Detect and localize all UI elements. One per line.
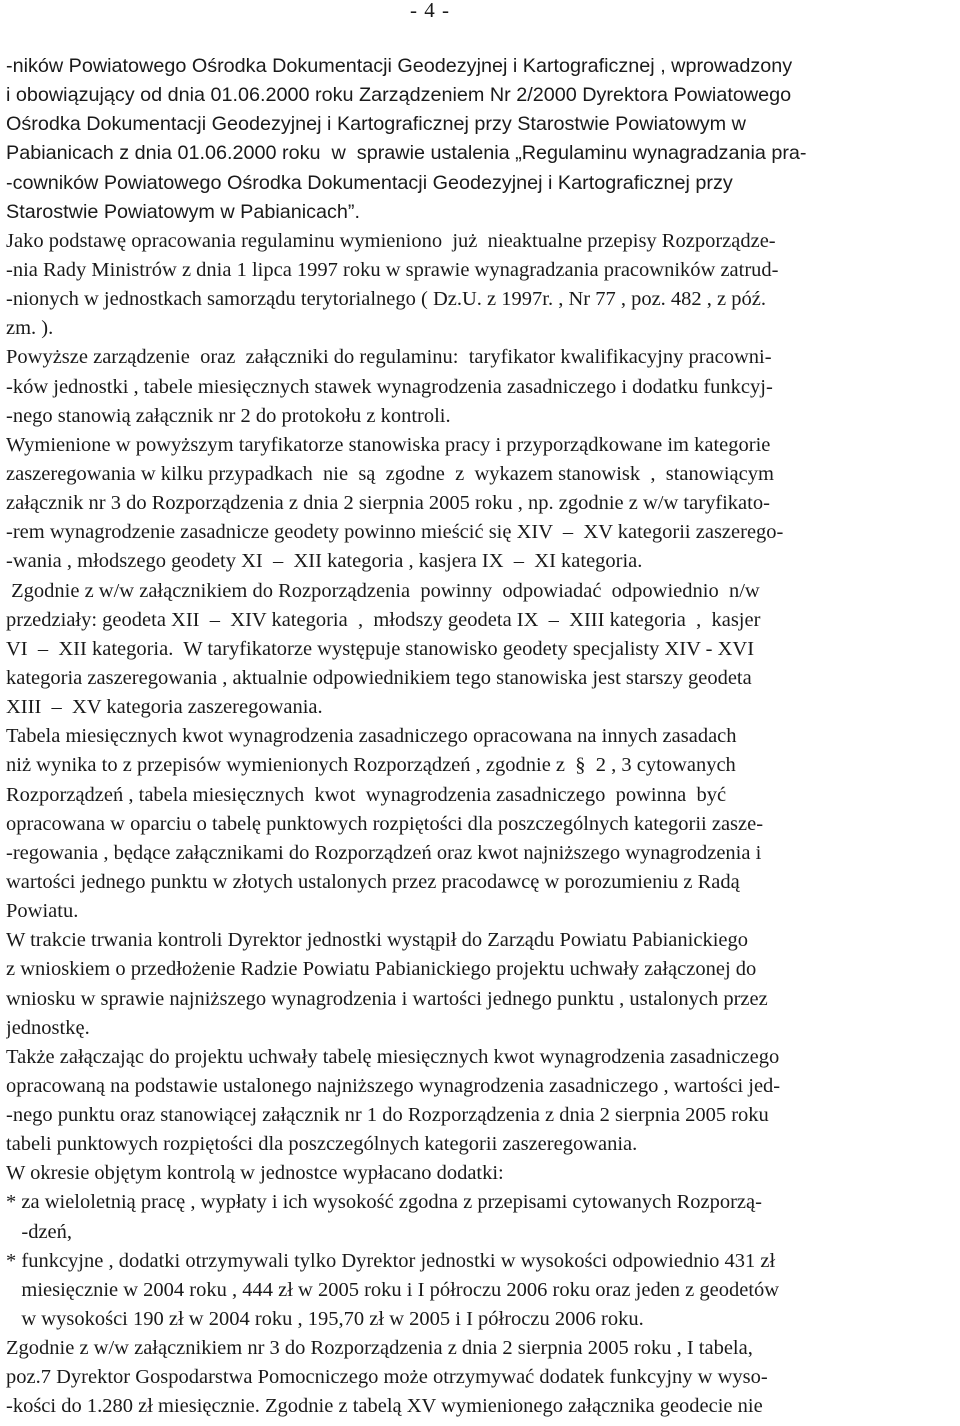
text-line: Rozporządzeń , tabela miesięcznych kwot wynagrodzenia zasadniczego powinna być — [6, 783, 727, 806]
text-line: w wysokości 190 zł w 2004 roku , 195,70 zł w 2005 i I półroczu 2006 roku. — [6, 1308, 644, 1331]
text-line: VI – XII kategoria. W taryfikatorze występuje stanowisko geodety specjalisty XIV - XVI — [6, 637, 755, 660]
text-line: Powyższe zarządzenie oraz załączniki do regulaminu: taryfikator kwalifikacyjny pracowni- — [6, 346, 772, 369]
text-line: Powiatu. — [6, 900, 79, 923]
text-line: -cowników Powiatowego Ośrodka Dokumentacji Geodezyjnej i Kartograficznej przy — [6, 171, 733, 194]
text-line: opracowana w oparciu o tabelę punktowych rozpiętości dla poszczególnych kategorii zasze- — [6, 812, 764, 835]
text-line: -nego punktu oraz stanowiącej załącznik nr 1 do Rozporządzenia z dnia 2 sierpnia 2005 roku — [6, 1104, 769, 1127]
text-line: W okresie objętym kontrolą w jednostce wypłacano dodatki: — [6, 1162, 504, 1185]
text-line: Zgodnie z w/w załącznikiem do Rozporządzenia powinny odpowiadać odpowiednio n/w — [6, 579, 760, 602]
text-line: -ników Powiatowego Ośrodka Dokumentacji Geodezyjnej i Kartograficznej , wprowadzony — [6, 55, 793, 77]
text-line: Tabela miesięcznych kwot wynagrodzenia zasadniczego opracowana na innych zasadach — [6, 725, 737, 748]
text-line: Wymienione w powyższym taryfikatorze stanowiska pracy i przyporządkowane im kategorie — [6, 433, 771, 456]
text-line: opracowaną na podstawie ustalonego najniższego wynagrodzenia zasadniczego , wartości jed- — [6, 1074, 781, 1097]
text-line: -regowania , będące załącznikami do Rozporządzeń oraz kwot najniższego wynagrodzenia i — [6, 841, 762, 864]
text-line: niż wynika to z przepisów wymienionych Rozporządzeń , zgodnie z § 2 , 3 cytowanych — [6, 754, 736, 777]
text-line: poz.7 Dyrektor Gospodarstwa Pomocniczego może otrzymywać dodatek funkcyjny w wyso- — [6, 1366, 768, 1389]
text-line: kategoria zaszeregowania , aktualnie odpowiednikiem tego stanowiska jest starszy geodeta — [6, 666, 752, 689]
text-line: Ośrodka Dokumentacji Geodezyjnej i Kartograficznej przy Starostwie Powiatowym w — [6, 113, 746, 136]
text-line: Pabianicach z dnia 01.06.2000 roku w sprawie ustalenia „Regulaminu wynagradzania pra- — [6, 142, 807, 165]
text-line: Jako podstawę opracowania regulaminu wymieniono już nieaktualne przepisy Rozporządze- — [6, 229, 776, 252]
text-line: -nia Rady Ministrów z dnia 1 lipca 1997 roku w sprawie wynagradzania pracowników zatrud- — [6, 258, 779, 281]
text-line: miesięcznie w 2004 roku , 444 zł w 2005 roku i I półroczu 2006 roku oraz jeden z geodetów — [6, 1278, 780, 1301]
text-line: -ków jednostki , tabele miesięcznych stawek wynagrodzenia zasadniczego i dodatku funkcyj- — [6, 375, 773, 398]
text-line: załącznik nr 3 do Rozporządzenia z dnia 2 sierpnia 2005 roku , np. zgodnie z w/w taryfikato- — [6, 492, 770, 515]
text-line: Zgodnie z w/w załącznikiem nr 3 do Rozporządzenia z dnia 2 sierpnia 2005 roku , I tabela, — [6, 1337, 753, 1360]
text-line: i obowiązujący od dnia 01.06.2000 roku Zarządzeniem Nr 2/2000 Dyrektora Powiatowego — [6, 84, 792, 107]
text-line: zm. ). — [6, 317, 54, 340]
text-line: tabeli punktowych rozpiętości dla poszczególnych kategorii zaszeregowania. — [6, 1133, 638, 1156]
text-line: z wnioskiem o przedłożenie Radzie Powiatu Pabianickiego projektu uchwały załączonej do — [6, 958, 757, 981]
text-line: przedziały: geodeta XII – XIV kategoria , młodszy geodeta IX – XIII kategoria , kasjer — [6, 608, 761, 631]
text-line: * funkcyjne , dodatki otrzymywali tylko Dyrektor jednostki w wysokości odpowiednio 431 zł — [6, 1249, 776, 1272]
text-line: -kości do 1.280 zł miesięcznie. Zgodnie z tabelą XV wymienionego załącznika geodecie nie — [6, 1395, 763, 1418]
text-line: -rem wynagrodzenie zasadnicze geodety powinno mieścić się XIV – XV kategorii zaszerego- — [6, 521, 784, 544]
text-line: -nego stanowią załącznik nr 2 do protokołu z kontroli. — [6, 404, 451, 427]
text-line: zaszeregowania w kilku przypadkach nie są zgodne z wykazem stanowisk , stanowiącym — [6, 462, 774, 485]
page-number: - 4 - — [410, 0, 450, 22]
text-line: W trakcie trwania kontroli Dyrektor jednostki wystąpił do Zarządu Powiatu Pabianickiego — [6, 929, 748, 952]
text-line: wniosku w sprawie najniższego wynagrodzenia i wartości jednego punktu , ustalonych przez — [6, 987, 768, 1010]
text-line: jednostkę. — [6, 1016, 90, 1039]
text-line: -nionych w jednostkach samorządu terytorialnego ( Dz.U. z 1997r. , Nr 77 , poz. 482 , z póź. — [6, 288, 767, 311]
text-line: * za wieloletnią pracę , wypłaty i ich wysokość zgodna z przepisami cytowanych Rozporzą- — [6, 1191, 762, 1214]
text-line: wartości jednego punktu w złotych ustalonych przez pracodawcę w porozumieniu z Radą — [6, 870, 740, 893]
text-line: -wania , młodszego geodety XI – XII kategoria , kasjera IX – XI kategoria. — [6, 550, 643, 573]
document-body — [6, 52, 956, 1422]
text-line: Starostwie Powiatowym w Pabianicach”. — [6, 200, 361, 223]
text-line: XIII – XV kategoria zaszeregowania. — [6, 696, 323, 719]
text-line: Także załączając do projektu uchwały tabelę miesięcznych kwot wynagrodzenia zasadniczego — [6, 1045, 780, 1068]
text-line: -dzeń, — [6, 1220, 73, 1243]
